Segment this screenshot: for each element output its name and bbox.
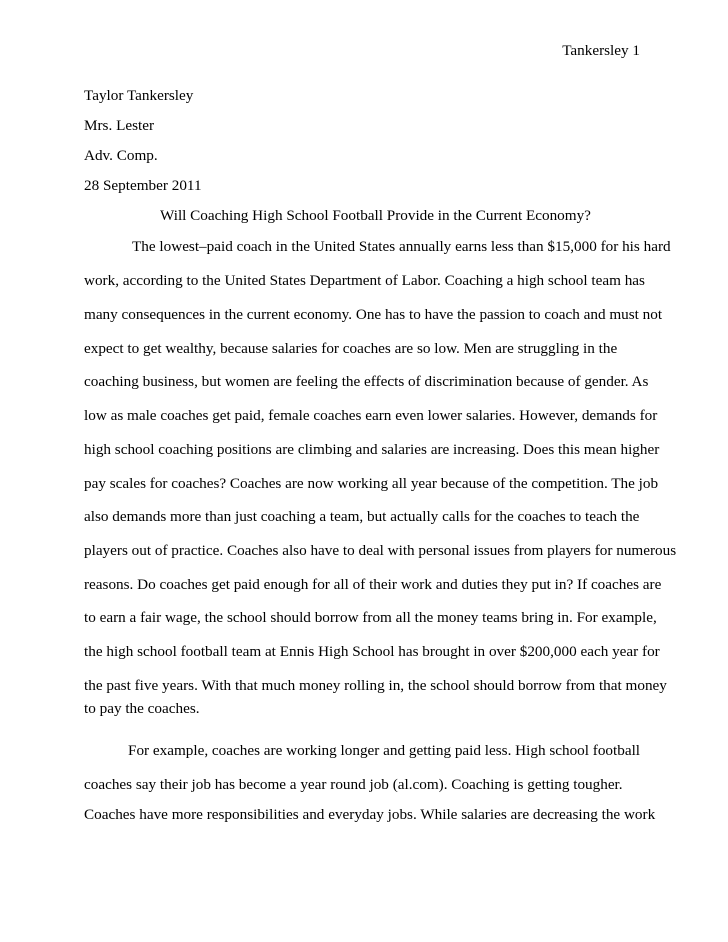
paragraph-line: work, according to the United States Department of Labor. Coaching a high school team has bbox=[84, 272, 645, 289]
instructor-name: Mrs. Lester bbox=[84, 117, 155, 134]
paragraph-line: also demands more than just coaching a team, but actually calls for the coaches to teach the bbox=[84, 508, 640, 525]
paragraph-line: to earn a fair wage, the school should borrow from all the money teams bring in. For example, bbox=[84, 609, 657, 626]
paragraph-line: coaching business, but women are feeling the effects of discrimination because of gender. As bbox=[84, 373, 649, 390]
paragraph-line: to pay the coaches. bbox=[84, 700, 200, 717]
essay-date: 28 September 2011 bbox=[84, 177, 202, 194]
paragraph-line: the past five years. With that much money rolling in, the school should borrow from that money bbox=[84, 677, 667, 694]
paragraph-line: players out of practice. Coaches also have to deal with personal issues from players for numerous bbox=[84, 542, 677, 559]
paragraph-line: high school coaching positions are climbing and salaries are increasing. Does this mean higher bbox=[84, 441, 660, 458]
paragraph-line: the high school football team at Ennis High School has brought in over $200,000 each year for bbox=[84, 643, 660, 660]
paragraph-line: Coaches have more responsibilities and everyday jobs. While salaries are decreasing the work bbox=[84, 806, 656, 823]
paragraph-line: pay scales for coaches? Coaches are now working all year because of the competition. The job bbox=[84, 475, 659, 492]
paragraph-line: coaches say their job has become a year round job (al.com). Coaching is getting tougher. bbox=[84, 776, 623, 793]
running-head: Tankersley 1 bbox=[562, 42, 640, 59]
student-name: Taylor Tankersley bbox=[84, 87, 194, 104]
paragraph-line: low as male coaches get paid, female coaches earn even lower salaries. However, demands for bbox=[84, 407, 658, 424]
paragraph-line: For example, coaches are working longer and getting paid less. High school football bbox=[128, 742, 641, 759]
course-name: Adv. Comp. bbox=[84, 147, 158, 164]
paragraph-line: The lowest–paid coach in the United States annually earns less than $15,000 for his hard bbox=[132, 238, 671, 255]
paragraph-line: reasons. Do coaches get paid enough for all of their work and duties they put in? If coaches are bbox=[84, 576, 662, 593]
essay-title: Will Coaching High School Football Provide in the Current Economy? bbox=[160, 207, 591, 224]
paragraph-line: expect to get wealthy, because salaries for coaches are so low. Men are struggling in the bbox=[84, 340, 618, 357]
paragraph-line: many consequences in the current economy. One has to have the passion to coach and must not bbox=[84, 306, 663, 323]
